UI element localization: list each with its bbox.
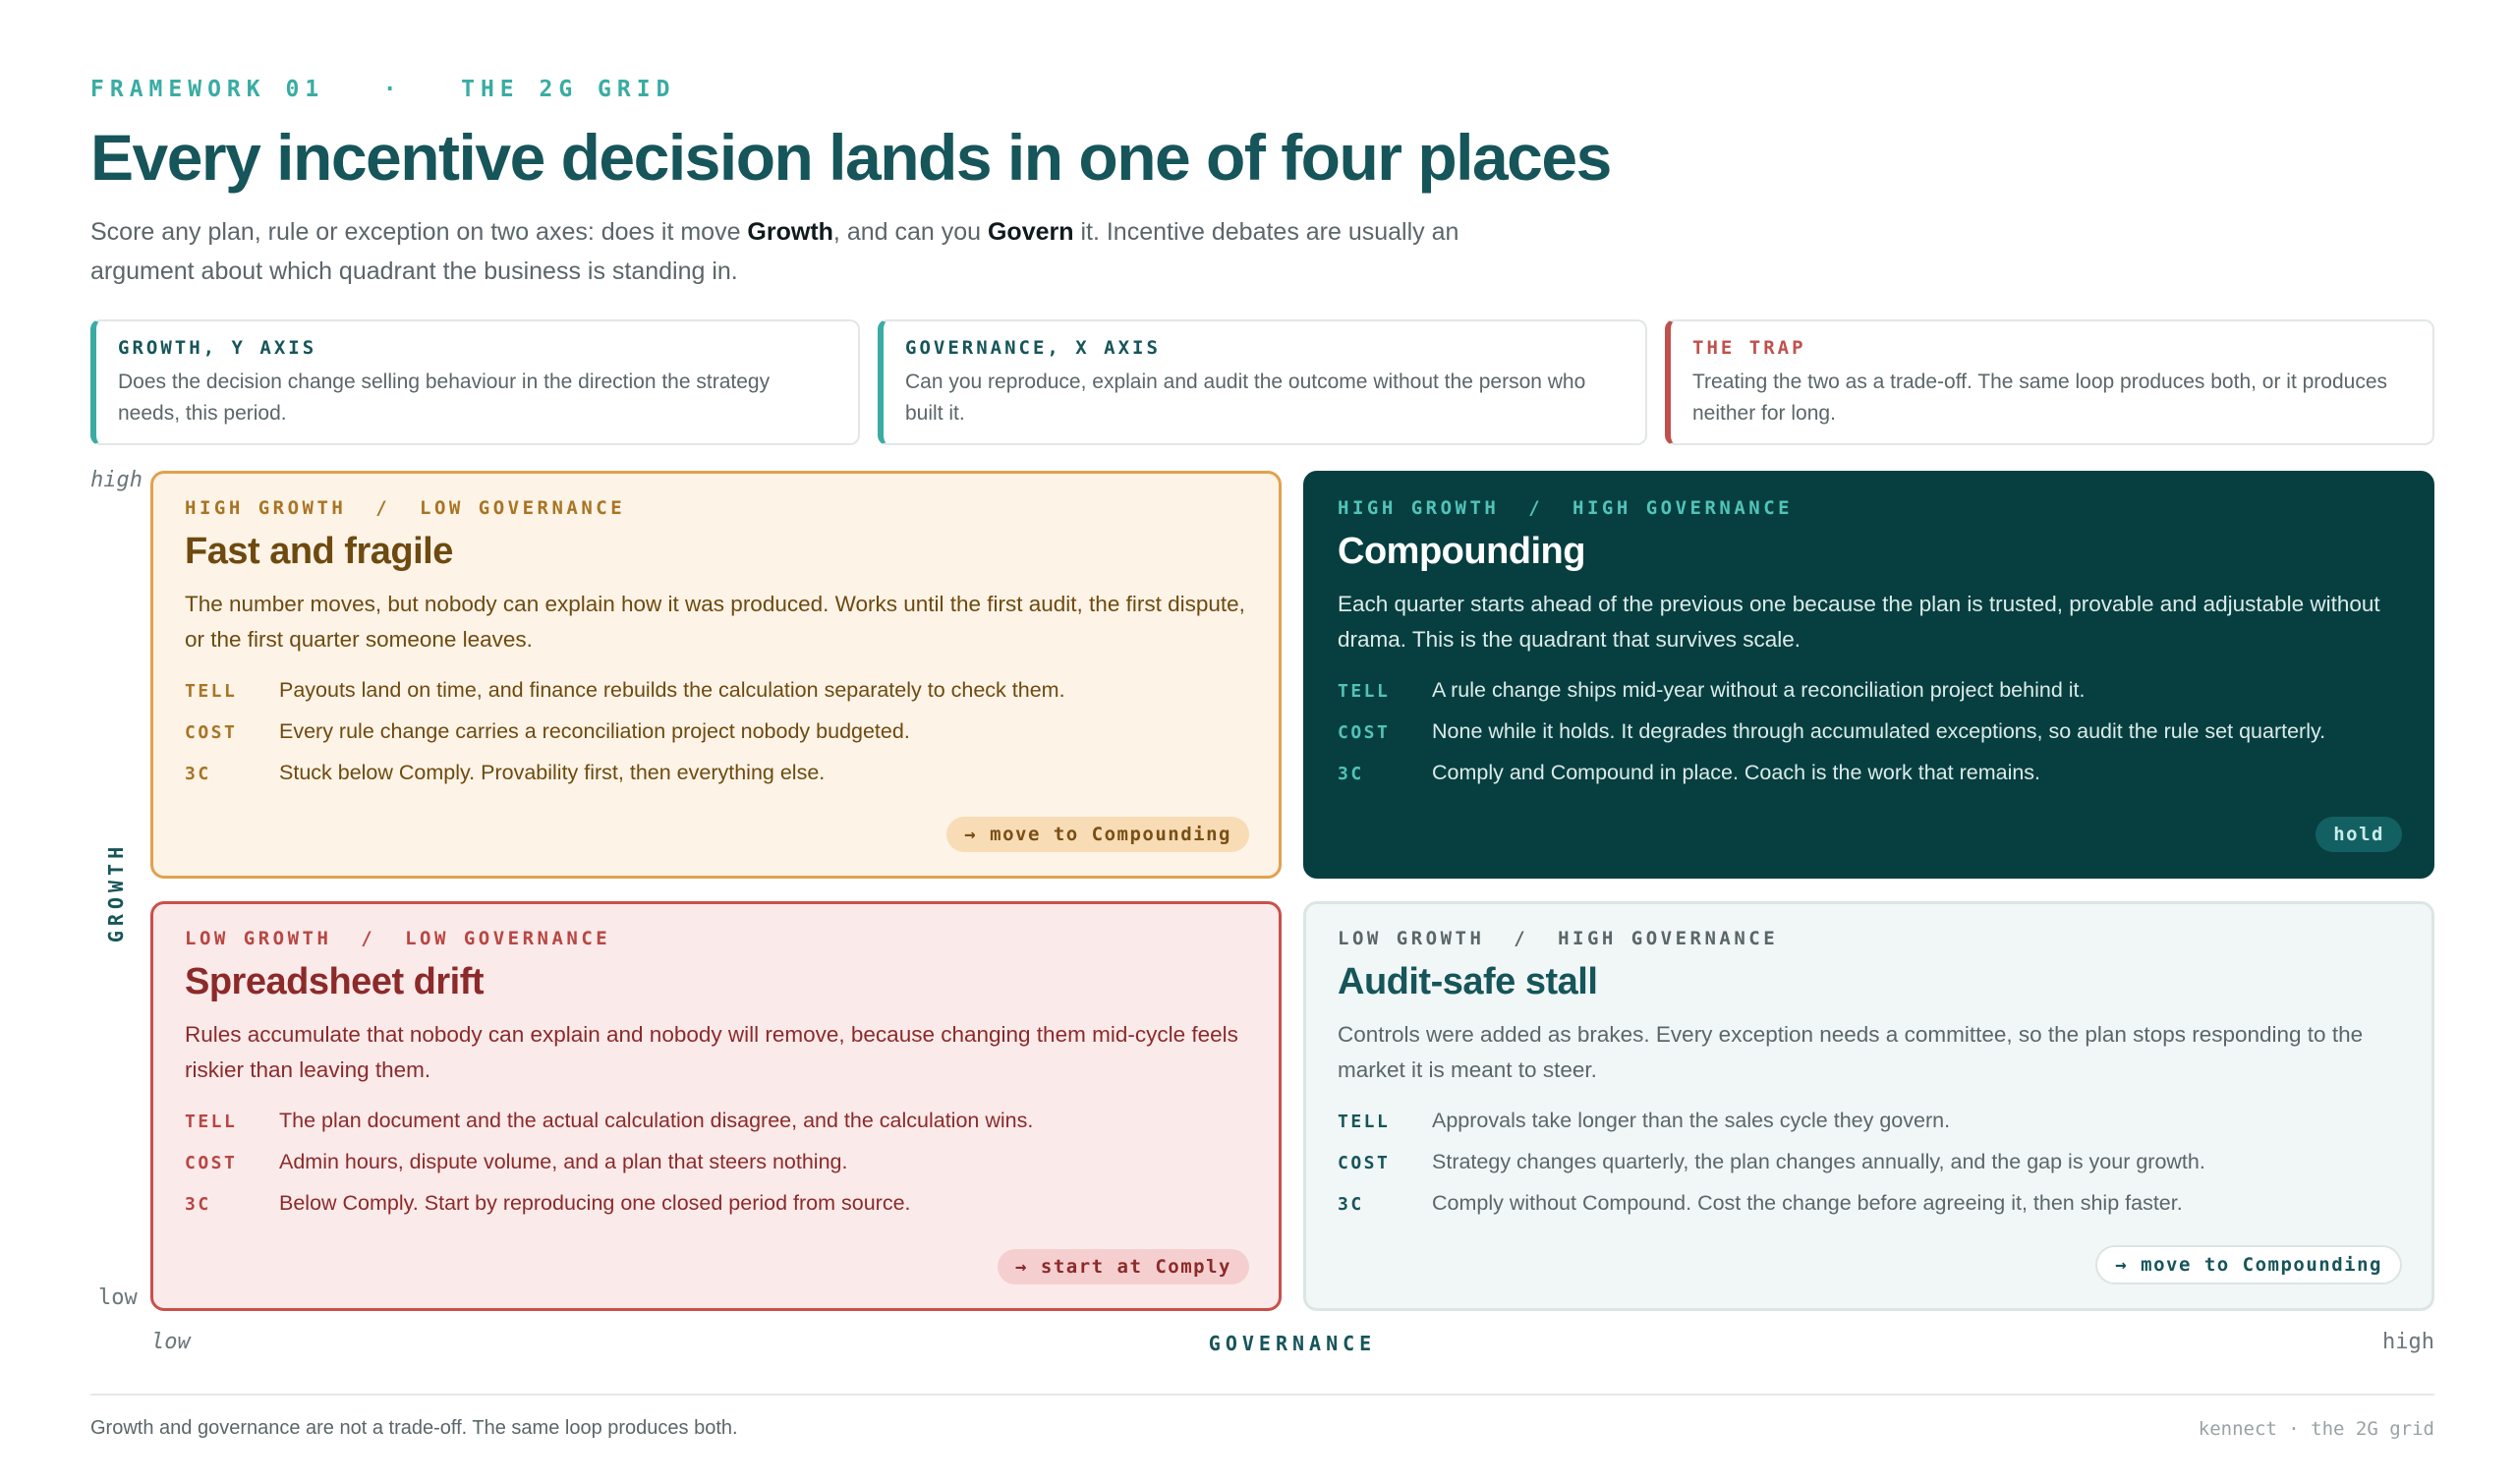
growth-axis-label: GROWTH, Y AXIS xyxy=(118,337,317,359)
cost-value: Every rule change carries a reconciliation project nobody budgeted. xyxy=(279,719,910,743)
3c-value: Stuck below Comply. Provability first, then everything else. xyxy=(279,761,826,784)
tell-row xyxy=(1338,673,2400,707)
page-title: Every incentive decision lands in one of four places xyxy=(90,121,1611,194)
governance-axis-text: Can you reproduce, explain and audit the outcome without the person who built it. xyxy=(905,371,1586,425)
quadrant-title: Audit-safe stall xyxy=(1338,961,1598,1002)
growth-axis-text: Does the decision change selling behaviour in the direction the strategy needs, this period. xyxy=(118,371,771,425)
3c-row xyxy=(185,756,1247,789)
trap-text: Treating the two as a trade-off. The same loop produces both, or it produces neither for long. xyxy=(1692,371,2388,425)
move-to-compounding-button[interactable]: → move to Compounding xyxy=(2095,1245,2402,1284)
y-axis-title: GROWTH xyxy=(104,841,128,943)
kicker: FRAMEWORK 01 · THE 2G GRID xyxy=(90,77,676,102)
quadrant-tag: HIGH GROWTH / HIGH GOVERNANCE xyxy=(1338,497,1794,519)
start-at-comply-button[interactable]: → start at Comply xyxy=(998,1249,1249,1284)
quadrant-description: Rules accumulate that nobody can explain and nobody will remove, because changing them mid-cycle feels riskier than leaving them. xyxy=(185,1022,1238,1082)
tell-value: Approvals take longer than the sales cycle they govern. xyxy=(1432,1109,1951,1132)
tell-value: A rule change ships mid-year without a reconciliation project behind it. xyxy=(1432,678,2086,702)
quadrant-spreadsheet-drift xyxy=(150,901,1282,1311)
tell-key: TELL xyxy=(185,681,238,702)
cost-row xyxy=(185,714,1247,748)
lede-part-1: Score any plan, rule or exception on two axes: does it move xyxy=(90,218,748,246)
tell-key: TELL xyxy=(185,1112,238,1132)
3c-row xyxy=(1338,756,2400,789)
quadrant-fast-and-fragile xyxy=(150,471,1282,879)
lede-growth: Growth xyxy=(747,218,833,246)
3c-value: Comply without Compound. Cost the change before agreeing it, then ship faster. xyxy=(1432,1191,2183,1215)
tell-key: TELL xyxy=(1338,681,1391,702)
footer-divider xyxy=(90,1394,2434,1396)
governance-axis-label: GOVERNANCE, X AXIS xyxy=(905,337,1161,359)
lede xyxy=(90,212,1486,291)
cost-row xyxy=(1338,714,2400,748)
tell-value: Payouts land on time, and finance rebuilds the calculation separately to check them. xyxy=(279,678,1065,702)
cost-key: COST xyxy=(185,722,238,743)
3c-key: 3C xyxy=(185,1194,211,1215)
trap-card xyxy=(1665,319,2434,445)
3c-key: 3C xyxy=(185,764,211,784)
hold-button[interactable]: hold xyxy=(2316,817,2402,852)
y-axis-low-label: low xyxy=(98,1285,138,1310)
cost-value: None while it holds. It degrades through accumulated exceptions, so audit the rule set quarterly. xyxy=(1432,719,2326,743)
3c-row xyxy=(1338,1186,2400,1220)
tell-key: TELL xyxy=(1338,1112,1391,1132)
quadrant-description: Controls were added as brakes. Every exception needs a committee, so the plan stops responding to the market it is meant to steer. xyxy=(1338,1022,2364,1082)
quadrant-title: Spreadsheet drift xyxy=(185,961,485,1002)
quadrant-description: The number moves, but nobody can explain how it was produced. Works until the first audit, the first dispute, or the first quarter someone leaves. xyxy=(185,592,1245,652)
tell-row xyxy=(185,1104,1247,1137)
footer-tagline: Growth and governance are not a trade-off. The same loop produces both. xyxy=(90,1417,738,1439)
3c-row xyxy=(185,1186,1247,1220)
governance-axis-card xyxy=(878,319,1647,445)
cost-row xyxy=(1338,1145,2400,1178)
cost-row xyxy=(185,1145,1247,1178)
quadrant-description: Each quarter starts ahead of the previous one because the plan is trusted, provable and adjustable without drama. This is the quadrant that survives scale. xyxy=(1338,592,2380,652)
quadrant-tag: LOW GROWTH / LOW GOVERNANCE xyxy=(185,928,611,949)
quadrant-tag: HIGH GROWTH / LOW GOVERNANCE xyxy=(185,497,626,519)
cost-value: Strategy changes quarterly, the plan changes annually, and the gap is your growth. xyxy=(1432,1150,2205,1173)
tell-row xyxy=(185,673,1247,707)
3c-key: 3C xyxy=(1338,764,1364,784)
growth-axis-card xyxy=(90,319,860,445)
x-axis-low-label: low xyxy=(151,1330,191,1354)
move-to-compounding-button[interactable]: → move to Compounding xyxy=(946,817,1249,852)
quadrant-compounding xyxy=(1303,471,2434,879)
cost-key: COST xyxy=(1338,722,1391,743)
cost-key: COST xyxy=(185,1153,238,1173)
y-axis-high-label: high xyxy=(90,468,143,492)
cost-value: Admin hours, dispute volume, and a plan that steers nothing. xyxy=(279,1150,848,1173)
lede-part-3: it. Incentive debates are usually an argument about which quadrant the business is standing in. xyxy=(90,218,1459,285)
quadrant-tag: LOW GROWTH / HIGH GOVERNANCE xyxy=(1338,928,1779,949)
3c-value: Below Comply. Start by reproducing one closed period from source. xyxy=(279,1191,911,1215)
3c-key: 3C xyxy=(1338,1194,1364,1215)
lede-govern: Govern xyxy=(987,218,1074,246)
cost-key: COST xyxy=(1338,1153,1391,1173)
x-axis-title: GOVERNANCE xyxy=(1208,1332,1377,1355)
trap-label: THE TRAP xyxy=(1692,337,1806,359)
lede-part-2: , and can you xyxy=(832,218,988,246)
quadrant-audit-safe-stall xyxy=(1303,901,2434,1311)
footer-brand: kennect · the 2G grid xyxy=(2198,1418,2434,1440)
quadrant-title: Fast and fragile xyxy=(185,531,453,572)
tell-value: The plan document and the actual calculation disagree, and the calculation wins. xyxy=(279,1109,1034,1132)
3c-value: Comply and Compound in place. Coach is the work that remains. xyxy=(1432,761,2041,784)
quadrant-title: Compounding xyxy=(1338,531,1585,572)
tell-row xyxy=(1338,1104,2400,1137)
x-axis-high-label: high xyxy=(2382,1330,2434,1354)
